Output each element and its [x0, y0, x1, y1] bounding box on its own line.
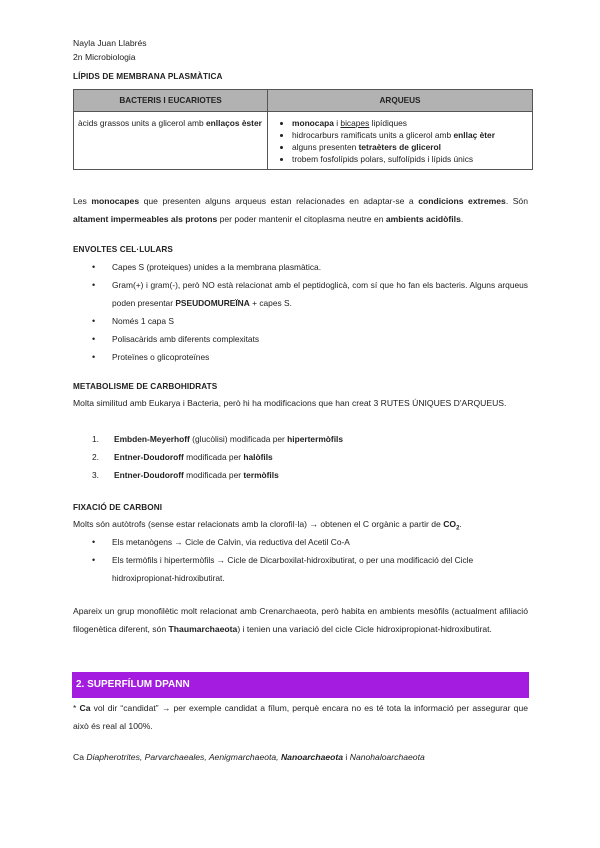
text: .: [460, 214, 464, 224]
item-bold: halòfils: [243, 452, 273, 462]
cell-bacteris: [74, 112, 268, 170]
table-header-row: [74, 90, 533, 112]
item-text: trobem fosfolípids polars, sulfolípids i lípids únics: [292, 154, 474, 164]
list-item: [292, 141, 528, 153]
text-bold: Ca: [79, 703, 91, 713]
cell-bold: enllaços èster: [206, 118, 262, 128]
section-title-dpann: 2. SUPERFÍLUM DPANN: [72, 672, 529, 698]
list-item: [292, 153, 528, 165]
item-bold: termòfils: [243, 470, 279, 480]
co2-formula: CO: [443, 519, 457, 529]
item-text: alguns presenten: [292, 142, 359, 152]
item-bold: Entner-Doudoroff: [114, 470, 184, 480]
item-bold: monocapa: [292, 118, 334, 128]
metabolisme-intro: Molta similitud amb Eukarya i Bacteria, però hi ha modificacions que han creat 3 RUTES ÚNIQUES D'ARQUEUS.: [73, 398, 507, 408]
item-underline: bicapes: [340, 118, 370, 128]
item-text: Només 1 capa S: [112, 316, 174, 326]
list-item: [292, 129, 528, 141]
apareix-paragraph: [73, 602, 528, 638]
item-bold: PSEUDOMUREÏNA: [175, 298, 250, 308]
text-bold: monocapes: [91, 196, 140, 206]
item-text: Gram(+) i gram(-), però NO està relacionat amb el peptidoglicà, com sí que ho fan els bacteris. Alguns arqueus poden presentar: [112, 280, 528, 308]
list-item: [92, 533, 528, 551]
dpann-phyla-list: [73, 748, 528, 766]
text: vol dir “candidat” → per exemple candidat a fílum, perquè encara no es té tota la informació per assegurar que això és real al 100%.: [73, 703, 529, 731]
item-text: Proteïnes o glicoproteïnes: [112, 352, 210, 362]
list-item: [92, 276, 528, 312]
text-bold: ambients acidòfils: [385, 214, 461, 224]
text: Molts són autòtrofs (sense estar relacionats amb la clorofil·la) → obtenen el C orgànic a partir de: [73, 519, 444, 529]
item-text: i: [333, 118, 341, 128]
text: .: [459, 519, 462, 529]
text-italic: Diapherotrites, Parvarchaeales, Aenigmarchaeota,: [86, 752, 281, 762]
list-item: [92, 330, 528, 348]
list-item: [92, 466, 528, 484]
lipids-table: [73, 89, 533, 170]
text-italic: Nanohaloarchaeota: [349, 752, 425, 762]
list-item: [92, 312, 528, 330]
item-text: (glucòlisi) modificada per: [189, 434, 288, 444]
item-text: Capes S (proteiques) unides a la membrana plasmàtica.: [112, 262, 322, 272]
list-item: [92, 430, 528, 448]
item-text: hidrocarburs ramificats units a glicerol amb: [292, 130, 454, 140]
text: que presenten alguns arqueus estan relacionades en adaptar-se a: [139, 196, 419, 206]
envoltes-heading: ENVOLTES CEL·LULARS: [73, 245, 173, 254]
item-bold: enllaç èter: [453, 130, 495, 140]
table-row: [74, 112, 533, 170]
item-bold: tetraèters de glicerol: [358, 142, 441, 152]
item-text: modificada per: [183, 452, 244, 462]
item-bold: Embden-Meyerhoff: [114, 434, 190, 444]
item-number: 1.: [92, 434, 99, 444]
item-text: lipídiques: [369, 118, 407, 128]
fixacio-list: [92, 533, 528, 587]
metabolisme-heading: METABOLISME DE CARBOHIDRATS: [73, 382, 218, 391]
cell-arqueus: [268, 112, 533, 170]
item-number: 3.: [92, 470, 99, 480]
text-bold: condicions extremes: [418, 196, 506, 206]
list-item: [92, 348, 528, 366]
candidat-note: [73, 699, 528, 735]
text: Les: [73, 196, 92, 206]
list-item: [292, 117, 528, 129]
list-item: [92, 448, 528, 466]
lipids-heading: LÍPIDS DE MEMBRANA PLASMÀTICA: [73, 72, 223, 81]
item-text: + capes S.: [249, 298, 292, 308]
text-bold: Thaumarchaeota: [168, 624, 238, 634]
item-text: Els termòfils i hipertermòfils → Cicle de Dicarboxilat-hidroxibutirat, o per una modificació del Cicle hidroxipropionat-hidroxibutirat.: [112, 555, 474, 583]
text: *: [73, 703, 80, 713]
text: Apareix un grup monofilètic molt relacionat amb Crenarchaeota, però habita en ambients mesòfils (actualment afiliació filogenètica diferent, són: [73, 606, 528, 634]
text: .: [505, 196, 509, 206]
list-item: [92, 258, 528, 276]
text: ) i tenien una variació del cicle Cicle hidroxipropionat-hidroxibutirat.: [237, 624, 492, 634]
item-text: Polisacàrids amb diferents complexitats: [112, 334, 260, 344]
col-arqueus: ARQUEUS: [268, 90, 533, 112]
text-bold-italic: Nanoarchaeota: [280, 752, 344, 762]
arqueus-list: [272, 117, 528, 165]
fixacio-heading: FIXACIÓ DE CARBONI: [73, 503, 163, 512]
text: per poder mantenir el citoplasma neutre en: [217, 214, 386, 224]
text: Són: [508, 196, 528, 206]
monocapes-paragraph: [73, 192, 528, 228]
header: [73, 37, 147, 64]
course-name: 2n Microbiologia: [73, 51, 136, 62]
envoltes-list: [92, 258, 528, 366]
item-bold: hipertermòfils: [287, 434, 344, 444]
text-bold: altament impermeables als protons: [73, 214, 218, 224]
author-name: Nayla Juan Llabrés: [73, 38, 147, 48]
text: Ca: [73, 752, 87, 762]
cell-text: àcids grassos units a glicerol amb: [78, 118, 207, 128]
list-item: [92, 551, 528, 587]
item-text: Els metanògens → Cicle de Calvin, via reductiva del Acetil Co-A: [112, 537, 350, 547]
co2-subscript: 2: [456, 525, 460, 532]
item-number: 2.: [92, 452, 99, 462]
rutes-list: [92, 430, 528, 484]
item-text: modificada per: [183, 470, 244, 480]
item-bold: Entner-Doudoroff: [114, 452, 184, 462]
text: i: [343, 752, 350, 762]
col-bacteris-eucariotes: BACTERIS I EUCARIOTES: [74, 90, 268, 112]
